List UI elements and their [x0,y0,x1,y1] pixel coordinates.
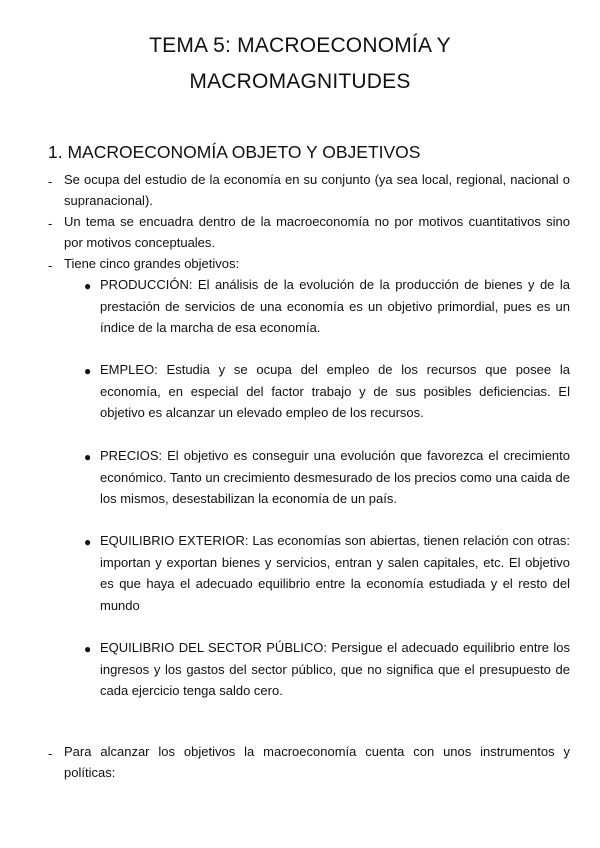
section-heading: 1. MACROECONOMÍA OBJETO Y OBJETIVOS [48,142,421,162]
objective-equilibrio-sector-publico: EQUILIBRIO DEL SECTOR PÚBLICO: Persigue el adecuado equilibrio entre los ingresos y los gastos del sector público, que no significa que el presupuesto de cada ejercicio tenga saldo cero. [100,640,570,698]
document-title-line-2: MACROMAGNITUDES [189,70,411,93]
objective-empleo: EMPLEO: Estudia y se ocupa del empleo de los recursos que posee la economía, en especial del factor trabajo y de sus posibles deficiencias. El objetivo es alcanzar un elevado empleo de los recursos. [100,362,570,420]
paragraph-conceptual: Un tema se encuadra dentro de la macroeconomía no por motivos cuantitativos sino por motivos conceptuales. [64,214,570,250]
dash-marker: - [48,174,53,189]
bullet-marker: ● [84,364,92,378]
paragraph-objectives-intro: Tiene cinco grandes objetivos: [64,256,240,271]
document-title-line-1: TEMA 5: MACROECONOMÍA Y [149,34,451,57]
dash-marker: - [48,216,53,231]
bullet-marker: ● [84,535,92,549]
bullet-marker: ● [84,642,92,656]
dash-marker: - [48,258,53,273]
objective-equilibrio-exterior: EQUILIBRIO EXTERIOR: Las economías son abiertas, tienen relación con otras: importan y exportan bienes y servicios, entran y salen capitales, etc. El objetivo es que haya el adecuado equilibrio entre la economía estudiada y el resto del mundo [100,533,570,613]
dash-marker: - [48,746,53,761]
objective-precios: PRECIOS: El objetivo es conseguir una evolución que favorezca el crecimiento económico. Tanto un crecimiento desmesurado de los precios como una caida de los mismos, desestabilizan la economía de un país. [100,448,570,506]
bullet-marker: ● [84,450,92,464]
objective-produccion: PRODUCCIÓN: El análisis de la evolución de la producción de bienes y de la prestación de servicios de una economía es un objetivo primordial, pues es un índice de la marcha de esa economía. [100,277,570,335]
paragraph-scope: Se ocupa del estudio de la economía en su conjunto (ya sea local, regional, nacional o supranacional). [64,172,570,208]
bullet-marker: ● [84,279,92,293]
paragraph-instruments: Para alcanzar los objetivos la macroeconomía cuenta con unos instrumentos y políticas: [64,744,570,780]
